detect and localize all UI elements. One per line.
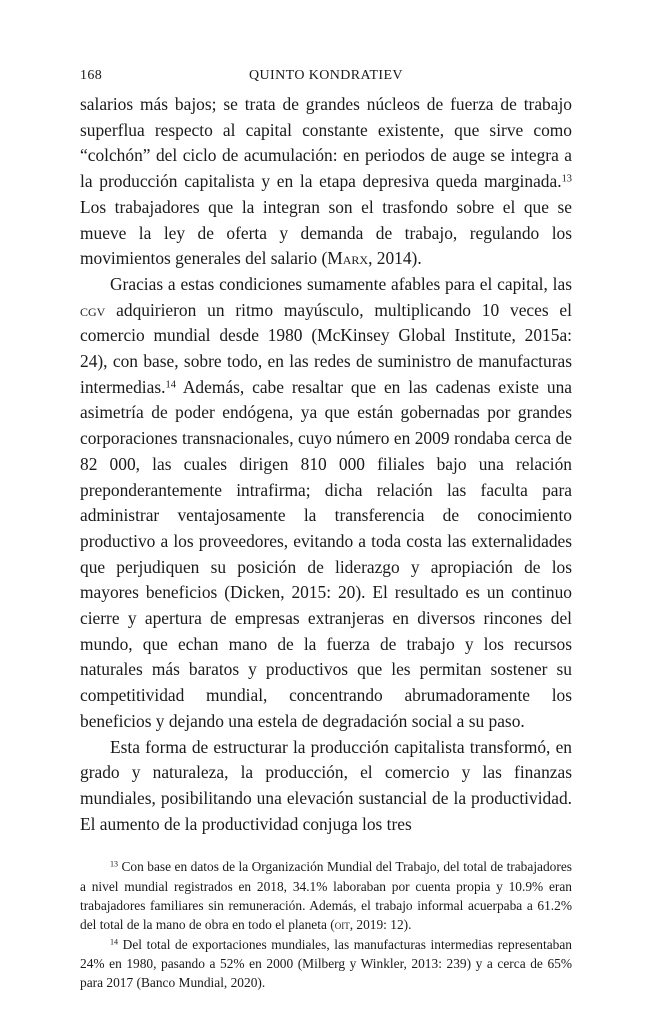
footnote-14-number: 14 (110, 937, 119, 947)
paragraph-1-text-c: , 2014). (368, 248, 422, 269)
footnote-14-text: Del total de exportaciones mundiales, las manufacturas intermedias representaban 24% en 1980, pasando a 52% en 2000 (Milberg y Winkler, 2013: 239) y a cerca de 65% para 2017 (Banco Mundial, 2020). (80, 936, 572, 991)
footnote-13-text-b: , 2019: 12). (349, 917, 412, 933)
paragraph-1-text-a: salarios más bajos; se trata de grandes núcleos de fuerza de trabajo superflua respecto al capital constante existente, que sirve como “colchón” del ciclo de acumulación: en periodos de auge se integra a la producción capitalista y en la etapa depresiva queda marginada. (80, 94, 572, 192)
footnote-13-number: 13 (110, 859, 119, 869)
abbrev-cgv: cgv (80, 299, 106, 320)
paragraph-2 (80, 272, 572, 735)
footnotes (80, 857, 572, 992)
footnote-13-text-a: Con base en datos de la Organización Mundial del Trabajo, del total de trabajadores a nivel mundial registrados en 2018, 34.1% laboraban por cuenta propia y 10.9% eran trabajadores familiares sin remuneración. Además, el trabajo informal acuerpaba a 61.2% del total de la mano de obra en todo el planeta ( (80, 859, 572, 933)
paragraph-2-text-c: Además, cabe resaltar que en las cadenas existe una asimetría de poder endógena, ya que están gobernadas por grandes corporaciones transnacionales, cuyo número en 2009 rondaba cerca de 82 000, las cuales dirigen 810 000 filiales bajo una relación preponderantemente intrafirma; dicha relación las faculta para administrar ventajosamente la transferencia de conocimiento productivo a los proveedores, evitando a toda costa las externalidades que perjudiquen su posición de liderazgo y apropiación de los mayores beneficios (Dicken, 2015: 20). El resultado es un continuo cierre y apertura de empresas extranjeras en diversos rincones del mundo, que echan mano de la fuerza de trabajo y los recursos naturales más baratos y productivos que les permitan sostener su competitividad mundial, concentrando abrumadoramente los beneficios y dejando una estela de degradación social a su paso. (80, 376, 572, 731)
footnote-ref-14[interactable]: 14 (165, 379, 176, 390)
paragraph-1-text-b: Los trabajadores que la integran son el trasfondo sobre el que se mueve la ley de oferta y demanda de trabajo, regulando los movimientos generales del salario ( (80, 196, 572, 269)
paragraph-2-text-a: Gracias a estas condiciones sumamente afables para el capital, las (110, 273, 572, 294)
running-head: 168 QUINTO KONDRATIEV (80, 68, 572, 84)
footnote-13 (80, 857, 572, 934)
paragraph-2-text-b: adquirieron un ritmo mayúsculo, multiplicando 10 veces el comercio mundial desde 1980 (McKinsey Global Institute, 2015a: 24), con base, sobre todo, en las redes de suministro de manufacturas intermedias. (80, 299, 572, 397)
running-title: QUINTO KONDRATIEV (249, 68, 403, 83)
footnote-14 (80, 935, 572, 993)
abbrev-oit: oit (334, 917, 350, 933)
body-text (80, 92, 572, 837)
footnote-ref-13[interactable]: 13 (561, 173, 572, 185)
citation-marx: Marx (327, 248, 369, 269)
paragraph-3: Esta forma de estructurar la producción capitalista transformó, en grado y naturaleza, la producción, el comercio y las finanzas mundiales, posibilitando una elevación sustancial de la productividad. El aumento de la productividad conjuga los tres (80, 736, 572, 834)
paragraph-1 (80, 92, 572, 272)
book-page (80, 68, 572, 992)
